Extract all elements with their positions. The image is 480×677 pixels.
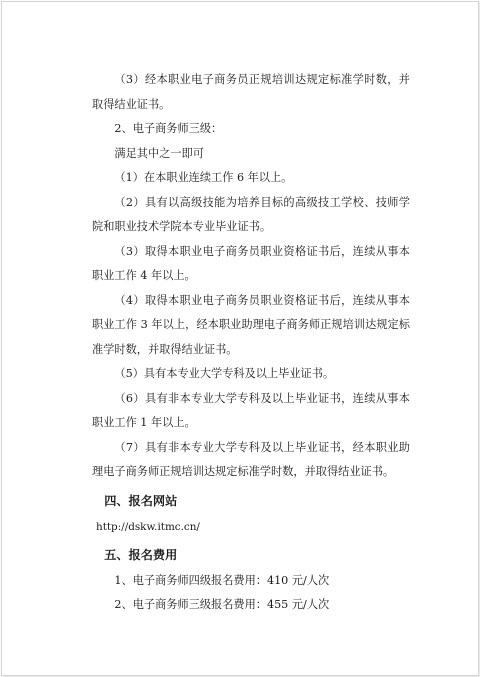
paragraph-item-3: （3）取得本职业电子商务员职业资格证书后，连续从事本职业工作 4 年以上。 bbox=[92, 244, 410, 282]
paragraph-condition-note: 满足其中之一即可 bbox=[114, 146, 204, 160]
section-heading-fees: 五、报名费用 bbox=[104, 547, 178, 562]
document-page bbox=[1, 1, 479, 676]
paragraph-item-2: （2）具有以高级技能为培养目标的高级技工学校、技师学院和职业技术学院本专业毕业证书。 bbox=[92, 195, 410, 233]
paragraph-requirement-3-cont: （3）经本职业电子商务员正规培训达规定标准学时数，并取得结业证书。 bbox=[92, 73, 410, 111]
paragraph-level-3-title: 2、电子商务师三级： bbox=[114, 122, 223, 135]
document-body bbox=[92, 68, 410, 618]
registration-url-link[interactable]: http://dskw.itmc.cn/ bbox=[96, 520, 200, 533]
fee-item-level-4: 1、电子商务师四级报名费用：410 元/人次 bbox=[114, 573, 330, 587]
paragraph-item-4: （4）取得本职业电子商务员职业资格证书后，连续从事本职业工作 3 年以上，经本职业助理电子商务师正规培训达规定标准学时数，并取得结业证书。 bbox=[92, 293, 410, 356]
paragraph-item-6: （6）具有非本专业大学专科及以上毕业证书，连续从事本职业工作 1 年以上。 bbox=[92, 391, 410, 429]
paragraph-item-5: （5）具有本专业大学专科及以上毕业证书。 bbox=[114, 367, 335, 380]
fee-item-level-3: 2、电子商务师三级报名费用：455 元/人次 bbox=[114, 598, 330, 611]
section-heading-website: 四、报名网站 bbox=[104, 493, 178, 508]
paragraph-item-7: （7）具有非本专业大学专科及以上毕业证书，经本职业助理电子商务师正规培训达规定标准学时数，并取得结业证书。 bbox=[92, 440, 410, 478]
paragraph-item-1: （1）在本职业连续工作 6 年以上。 bbox=[114, 171, 293, 184]
